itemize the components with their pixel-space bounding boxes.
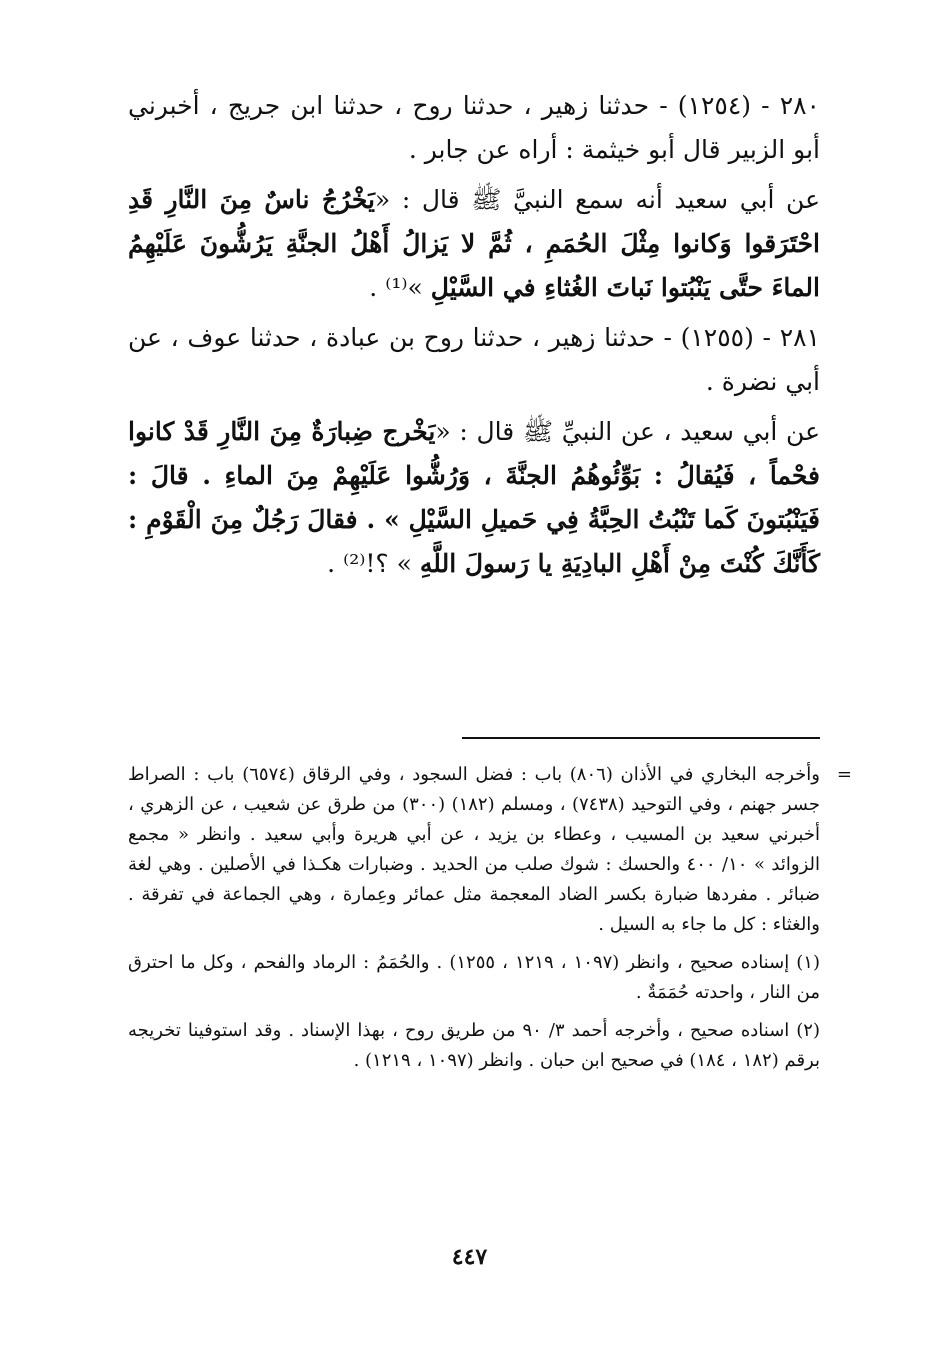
hadith-281-close: » ؟!⁽²⁾ . bbox=[327, 549, 412, 578]
hadith-280-matn: يَخْرُجُ ناسٌ مِنَ النَّارِ قَدِ احْتَرَقوا وَكانوا مِثْلَ الحُمَمِ ، ثُمَّ لا يَزالُ أَهْلُ الجنَّةِ يَرُشُّونَ عَلَيْهِمُ الماءَ حتَّى يَنْبُتوا نَباتَ الغُثاءِ في السَّيْلِ bbox=[128, 185, 820, 302]
continuation-mark: = bbox=[836, 764, 852, 785]
footnote-1: (١) إسناده صحيح ، وانظر (١٠٩٧ ، ١٢١٩ ، ١٢٥٥) . والحُمَمُ : الرماد والفحم ، وكل ما احترق من النار ، واحدته حُمَمَةٌ . bbox=[128, 952, 820, 1003]
footnote-continued: وأخرجه البخاري في الأذان (٨٠٦) باب : فضل السجود ، وفي الرقاق (٦٥٧٤) باب : الصراط جسر جهنم ، وفي التوحيد (٧٤٣٨) ، ومسلم (١٨٢) (٣٠٠) من طرق عن شعيب ، عن الزهري ، أخبرني سعيد بن المسيب ، وعطاء بن يزيد ، عن أبي هريرة وأبي سعيد . وانظر « مجمع الزوائد » ١٠/ ٤٠٠ والحسك : شوك صلب من الحديد . وضبارات هكـذا في الأصلين . وهي لغة ضبائر . مفردها ضبارة بكسر الضاد المعجمة مثل عمائر وعِمارة ، وهي الجماعة في تفرقة . والغثاء : كل ما جاء به السيل . bbox=[128, 764, 820, 935]
hadith-281-intro: عن أبي سعيد ، عن النبيِّ ﷺ قال : « bbox=[435, 417, 820, 446]
footnote-2: (٢) اسناده صحيح ، وأخرجه أحمد ٣/ ٩٠ من طريق روح ، بهذا الإسناد . وقد استوفينا تخريجه برقم (١٨٢ ، ١٨٤) في صحيح ابن حبان . وانظر (١٠٩٧ ، ١٢١٩) . bbox=[128, 1020, 820, 1071]
hadith-281-text bbox=[128, 410, 820, 586]
hadith-280-isnad: ٢٨٠ - (١٢٥٤) - حدثنا زهير ، حدثنا روح ، حدثنا ابن جريج ، أخبرني أبو الزبير قال أبو خيثمة : أراه عن جابر . bbox=[128, 91, 820, 164]
footnotes bbox=[128, 760, 852, 1076]
footnote-separator bbox=[462, 737, 820, 739]
hadith-280-close: »⁽¹⁾ . bbox=[369, 273, 423, 302]
hadith-280-text bbox=[128, 178, 820, 310]
hadith-280-intro: عن أبي سعيد أنه سمع النبيَّ ﷺ قال : « bbox=[374, 185, 820, 214]
main-text bbox=[128, 84, 820, 586]
page-number: ٤٤٧ bbox=[451, 1244, 488, 1270]
hadith-281-matn: يَخْرج ضِبارَةٌ مِنَ النَّارِ قَدْ كانوا فحْماً ، فَيُقالُ : بَوِّئُوهُمُ الجنَّةَ ، وَرُشُّوا عَلَيْهِمْ مِنَ الماءِ . قالَ : فَيَنْبُتونَ كَما تَنْبُتُ الحِبَّةُ فِي حَميلِ السَّيْلِ » . فقالَ رَجُلٌ مِنَ الْقَوْمِ : كَأَنَّكَ كُنْتَ مِنْ أَهْلِ البادِيَةِ يا رَسولَ اللَّهِ bbox=[128, 417, 820, 578]
hadith-281-isnad: ٢٨١ - (١٢٥٥) - حدثنا زهير ، حدثنا روح بن عبادة ، حدثنا عوف ، عن أبي نضرة . bbox=[128, 323, 820, 396]
